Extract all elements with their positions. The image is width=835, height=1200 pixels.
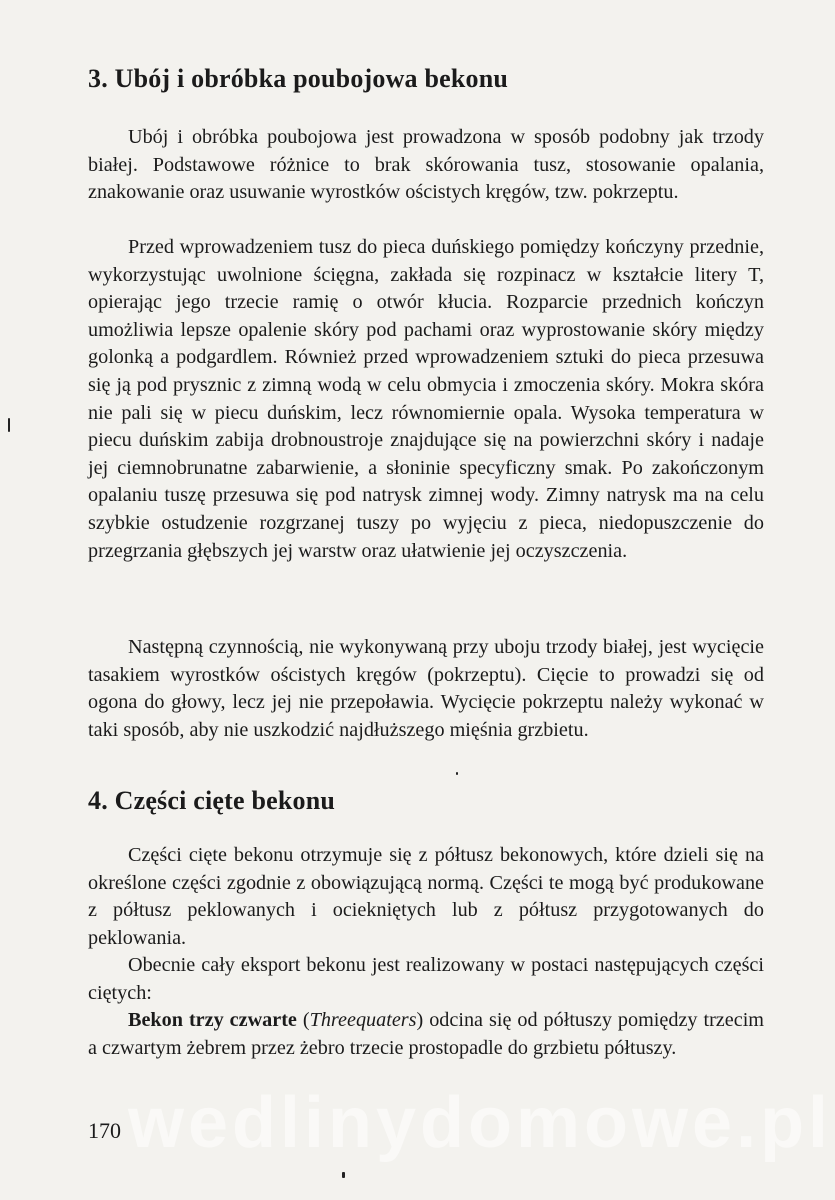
scan-speck (342, 1172, 345, 1178)
section-heading-slaughter: 3. Ubój i obróbka poubojowa bekonu (88, 64, 509, 93)
page-number: 170 (88, 1118, 121, 1143)
term-bekon-trzy-czwarte: Bekon trzy czwarte (128, 1009, 297, 1031)
paragraph-export: Obecnie cały eksport bekonu jest realizowany w postaci następujących części ciętych: (88, 954, 764, 1004)
paragraph-cuts-intro: Części cięte bekonu otrzymuje się z półtusz bekonowych, które dzieli się na określone części zgodnie z obowiązującą normą. Części te mogą być produkowane z półtusz peklowanych i ociekniętych lub z półtusz przygotowanych do peklowania. (88, 844, 764, 949)
section-heading-cuts: 4. Części cięte bekonu (88, 786, 336, 815)
scan-speck (8, 418, 10, 432)
paragraph-danish-oven: Przed wprowadzeniem tusz do pieca duńskiego pomiędzy kończyny przednie, wykorzystując uwolnione ścięgna, zakłada się rozpinacz w kształcie litery T, opierając jego trzecie ramię o otwór kłucia. Rozparcie przednich kończyn umożliwia lepsze opalenie skóry pod pachami oraz wyprostowanie skóry między golonką a podgardlem. Również przed wprowadzeniem sztuki do pieca przesuwa się ją pod prysznic z zimną wodą w celu obmycia i zmoczenia skóry. Mokra skóra nie pali się w piecu duńskim, lecz równomiernie opala. Wysoka temperatura w piecu duńskim zabija drobnoustroje znajdujące się na powierzchni skóry i nadaje jej ciemnobrunatne zabarwienie, a słoninie specyficzny smak. Po zakończonym opalaniu tuszę przesuwa się pod natrysk zimnej wody. Zimny natrysk ma na celu szybkie ostudzenie rozgrzanej tuszy po wyjęciu z pieca, niedopuszczenie do przegrzania głębszych jej warstw oraz ułatwienie jej oczyszczenia. (88, 236, 764, 562)
paren-open: ( (296, 1009, 310, 1031)
paragraph-intro: Ubój i obróbka poubojowa jest prowadzona w sposób podobny jak trzody białej. Podstawowe różnice to brak skórowania tusz, stosowanie opalania, znakowanie oraz usuwanie wyrostków ościstych kręgów, tzw. pokrzeptu. (88, 126, 764, 204)
term-threequaters: Threequaters (309, 1009, 417, 1031)
paragraph-three-quarters (88, 1007, 764, 1062)
watermark-text: wedlinydomowe.pl (128, 1083, 833, 1163)
paragraph-three-quarters-rest: ) odcina się od półtuszy pomiędzy trzecim a czwartym żebrem przez żebro trzecie prostopadle do grzbietu półtuszy. (88, 1009, 765, 1059)
paragraph-spinous-process-removal: Następną czynnością, nie wykonywaną przy uboju trzody białej, jest wycięcie tasakiem wyrostków ościstych kręgów (pokrzeptu). Cięcie to prowadzi się od ogona do głowy, lecz jej nie przepoławia. Wycięcie pokrzeptu należy wykonać w taki sposób, aby nie uszkodzić najdłuższego mięśnia grzbietu. (88, 636, 764, 741)
scan-speck (456, 772, 458, 775)
